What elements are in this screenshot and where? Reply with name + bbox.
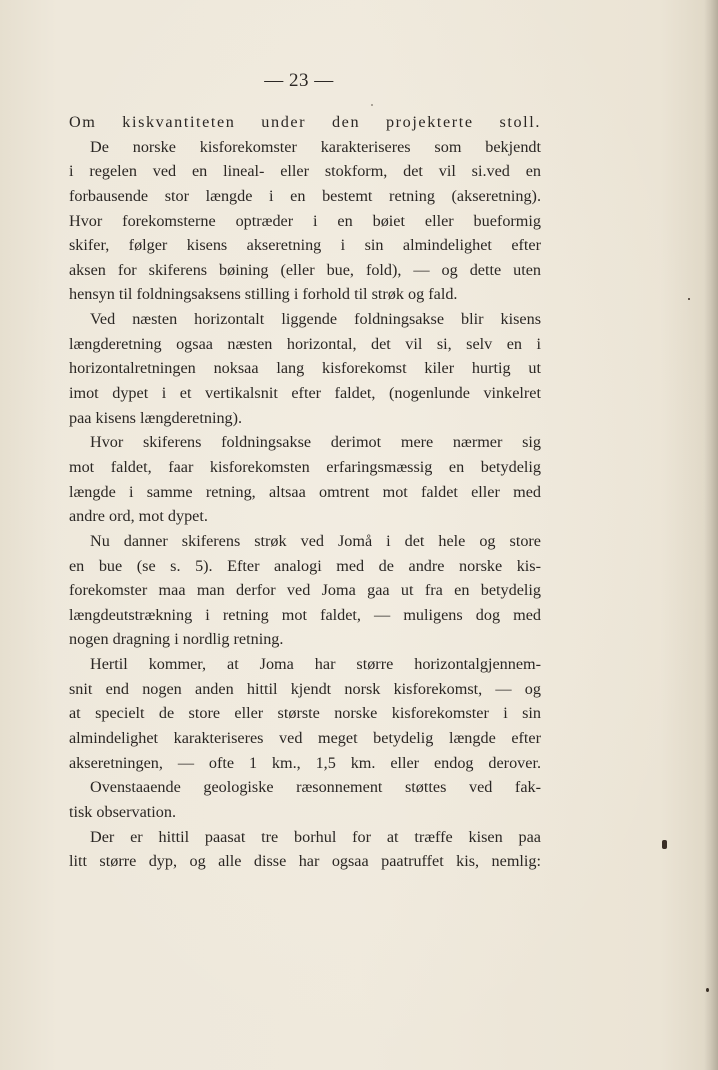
text-line: Hvor skiferens foldningsakse derimot mere nærmer sig (90, 433, 541, 452)
page-number: — 23 — (264, 70, 334, 91)
text-line: tisk observation. (69, 802, 177, 821)
text-line: skifer, følger kisens akseretning i sin almindelighet efter (69, 236, 541, 255)
text-line: horizontalretningen noksaa lang kisforekomst kiler hurtig ut (69, 359, 541, 378)
text-line: almindelighet karakteriseres ved meget betydelig længde efter (69, 729, 541, 748)
text-line: aksen for skiferens bøining (eller bue, fold), — og dette uten (69, 260, 541, 279)
text-line: længde i samme retning, altsaa omtrent mot faldet eller med (69, 482, 541, 501)
text-line: litt større dyp, og alle disse har ogsaa paatruffet kis, nemlig: (69, 852, 541, 871)
text-line: Hvor forekomsterne optræder i en bøiet eller bueformig (69, 211, 541, 230)
text-line: Nu danner skiferens strøk ved Jomå i det hele og store (90, 531, 541, 550)
text-line: andre ord, mot dypet. (69, 507, 208, 526)
text-line: hensyn til foldningsaksens stilling i forhold til strøk og fald. (69, 285, 458, 304)
text-line: en bue (se s. 5). Efter analogi med de andre norske kis- (69, 556, 541, 575)
ink-speck (662, 840, 667, 849)
text-line: Der er hittil paasat tre borhul for at træffe kisen paa (90, 827, 541, 846)
text-line: imot dypet i et vertikalsnit efter faldet, (nogenlunde vinkelret (69, 384, 541, 403)
ink-speck (706, 988, 709, 992)
text-line: paa kisens længderetning). (69, 408, 243, 427)
body-text (69, 110, 541, 874)
section-heading: Om kiskvantiteten under den projekterte stoll. (69, 113, 541, 131)
text-line: i regelen ved en lineal- eller stokform, det vil si.ved en (69, 162, 541, 181)
text-line: længderetning ogsaa næsten horizontal, det vil si, selv en i (69, 334, 541, 353)
text-line: Ved næsten horizontalt liggende foldningsakse blir kisens (90, 310, 541, 329)
text-line: akseretningen, — ofte 1 km., 1,5 km. eller endog derover. (69, 753, 541, 772)
text-line: De norske kisforekomster karakteriseres som bekjendt (90, 137, 541, 156)
text-line: nogen dragning i nordlig retning. (69, 630, 284, 649)
ink-speck (371, 104, 373, 106)
text-line: forbausende stor længde i en bestemt retning (akseretning). (69, 186, 541, 205)
text-line: Hertil kommer, at Joma har større horizontalgjennem- (90, 655, 541, 674)
text-line: forekomster maa man derfor ved Joma gaa ut fra en betydelig (69, 581, 541, 600)
text-line: at specielt de store eller største norske kisforekomster i sin (69, 704, 541, 723)
ink-speck (688, 298, 690, 300)
text-line: Ovenstaaende geologiske ræsonnement støttes ved fak- (90, 778, 541, 797)
page-edge-shadow (704, 0, 718, 1070)
text-line: længdeutstrækning i retning mot faldet, — muligens dog med (69, 605, 541, 624)
text-line: snit end nogen anden hittil kjendt norsk kisforekomst, — og (69, 679, 541, 698)
text-line: mot faldet, faar kisforekomsten erfaringsmæssig en betydelig (69, 457, 541, 476)
